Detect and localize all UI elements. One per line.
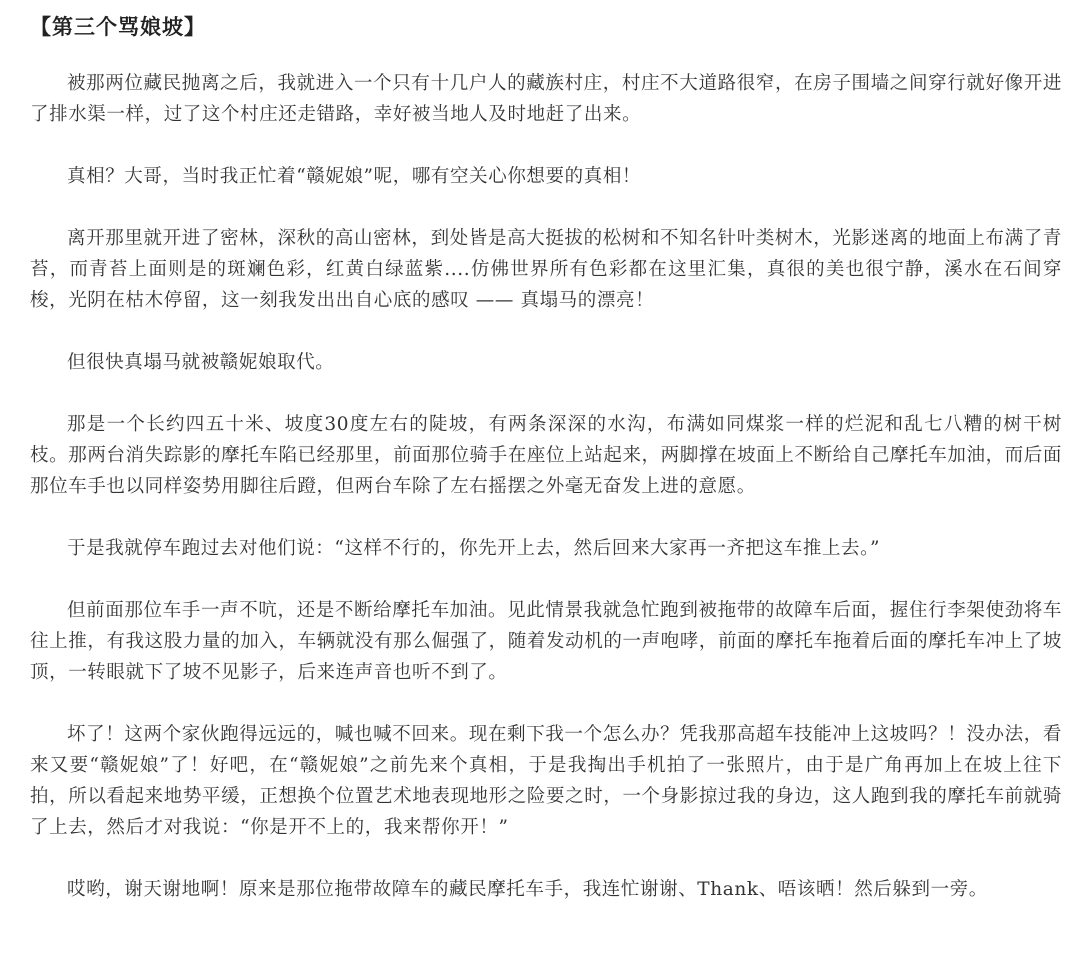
- paragraph-5: 那是一个长约四五十米、坡度30度左右的陡坡，有两条深深的水沟，布满如同煤浆一样的烂泥和乱七八糟的树干树枝。那两台消失踪影的摩托车陷已经那里，前面那位骑手在座位上站起来，两脚撑在坡面上不断给自己摩托车加油，而后面那位车手也以同样姿势用脚往后蹬，但两台车除了左右摇摆之外毫无奋发上进的意愿。: [30, 414, 1062, 497]
- paragraph-6: 于是我就停车跑过去对他们说：“这样不行的，你先开上去，然后回来大家再一齐把这车推上去。”: [67, 538, 881, 559]
- paragraph-9: 哎哟，谢天谢地啊！原来是那位拖带故障车的藏民摩托车手，我连忙谢谢、Thank、唔该晒！然后躲到一旁。: [67, 879, 988, 900]
- paragraph-3: 离开那里就开进了密林，深秋的高山密林，到处皆是高大挺拔的松树和不知名针叶类树木，光影迷离的地面上布满了青苔，而青苔上面则是的斑斓色彩，红黄白绿蓝紫....仿佛世界所有色彩都在这里汇集，真很的美也很宁静，溪水在石间穿梭，光阴在枯木停留，这一刻我发出出自心底的感叹 —— 真塌马的漂亮！: [30, 228, 1062, 311]
- section-heading: 【第三个骂娘坡】: [30, 15, 206, 39]
- paragraph-8: 坏了！这两个家伙跑得远远的，喊也喊不回来。现在剩下我一个怎么办？凭我那高超车技能冲上这坡吗？！没办法，看来又要“赣妮娘”了！好吧，在“赣妮娘”之前先来个真相，于是我掏出手机拍了一张照片，由于是广角再加上在坡上往下拍，所以看起来地势平缓，正想换个位置艺术地表现地形之险要之时，一个身影掠过我的身边，这人跑到我的摩托车前就骑了上去，然后才对我说：“你是开不上的，我来帮你开！”: [30, 724, 1062, 838]
- paragraph-2: 真相？大哥，当时我正忙着“赣妮娘”呢，哪有空关心你想要的真相！: [67, 166, 642, 187]
- paragraph-4: 但很快真塌马就被赣妮娘取代。: [67, 352, 335, 373]
- paragraph-7: 但前面那位车手一声不吭，还是不断给摩托车加油。见此情景我就急忙跑到被拖带的故障车后面，握住行李架使劲将车往上推，有我这股力量的加入，车辆就没有那么倔强了，随着发动机的一声咆哮，前面的摩托车拖着后面的摩托车冲上了坡顶，一转眼就下了坡不见影子，后来连声音也听不到了。: [30, 600, 1062, 683]
- paragraph-1: 被那两位藏民抛离之后，我就进入一个只有十几户人的藏族村庄，村庄不大道路很窄，在房子围墙之间穿行就好像开进了排水渠一样，过了这个村庄还走错路，幸好被当地人及时地赶了出来。: [30, 73, 1062, 125]
- article: [30, 10, 1062, 936]
